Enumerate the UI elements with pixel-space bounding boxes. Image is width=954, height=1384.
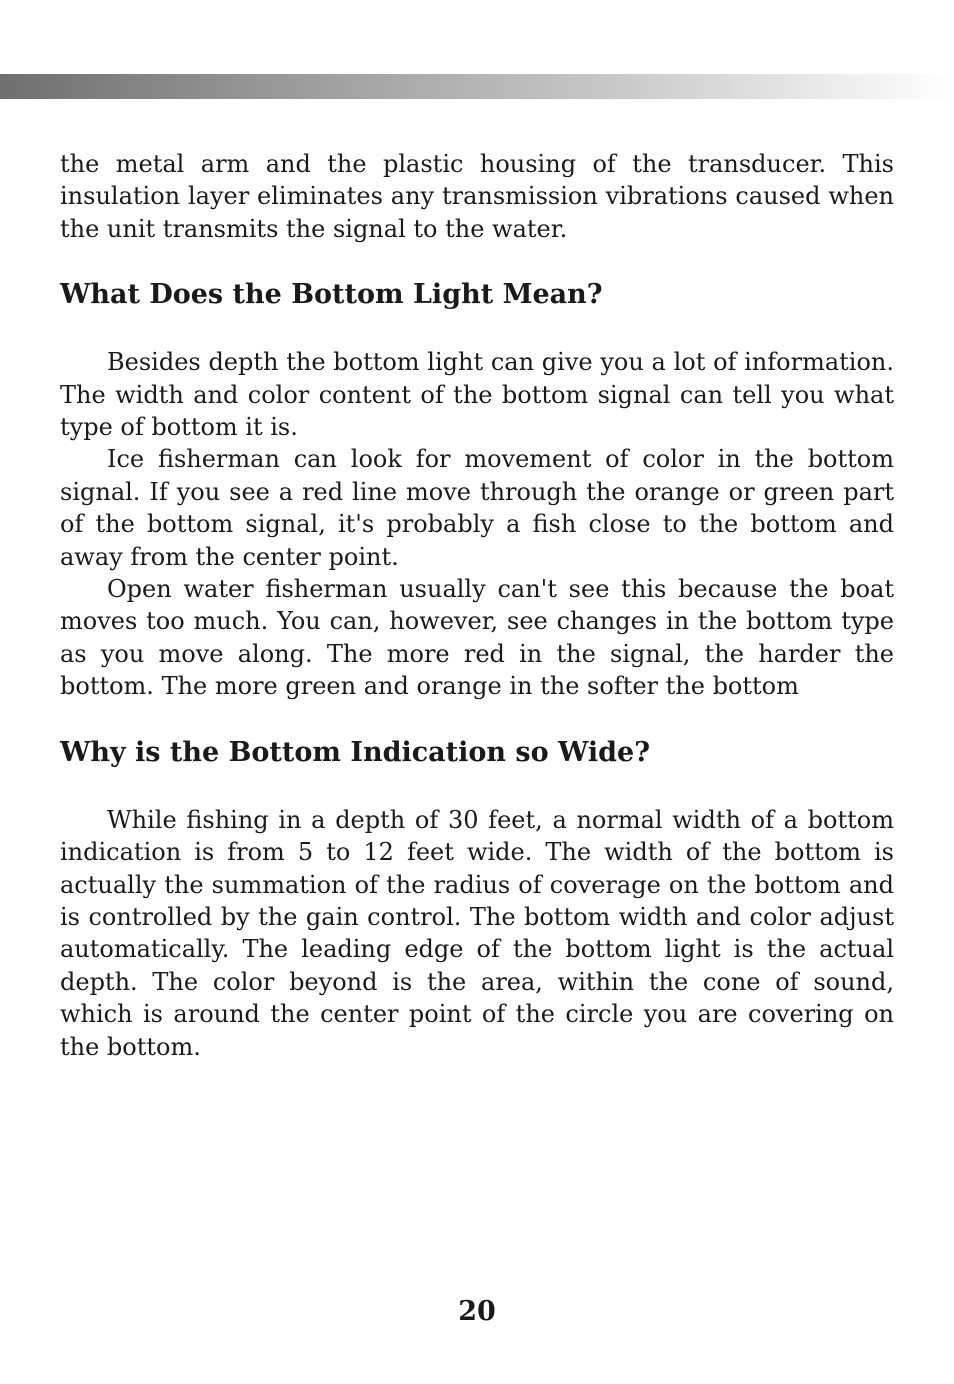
page-number: 20 xyxy=(458,1296,496,1327)
section-heading-bottom-light: What Does the Bottom Light Mean? xyxy=(60,279,603,311)
header-gradient-bar xyxy=(0,74,954,99)
section-heading-bottom-indication: Why is the Bottom Indication so Wide? xyxy=(60,736,651,768)
paragraph: Open water fisherman usually can't see this because the boat moves too much. You can, however, see changes in the bottom type as you move along. The more red in the signal, the harder the bottom. The more green and orange in the softer the bottom xyxy=(60,575,894,701)
paragraph: Besides depth the bottom light can give you a lot of information. The width and color content of the bottom signal can tell you what type of bottom it is. xyxy=(60,348,894,442)
paragraph: While fishing in a depth of 30 feet, a normal width of a bottom indication is from 5 to 12 feet wide. The width of the bottom is actually the summation of the radius of coverage on the bottom and is controlled by the gain control. The bottom width and color adjust automatically. The leading edge of the bottom light is the actual depth. The color beyond is the area, within the cone of sound, which is around the center point of the circle you are covering on the bottom. xyxy=(60,805,894,1061)
intro-paragraph: the metal arm and the plastic housing of the transducer. This insulation layer eliminates any transmission vibrations caused when the unit transmits the signal to the water. xyxy=(60,150,894,243)
page-content xyxy=(60,148,894,1063)
paragraph: Ice fisherman can look for movement of color in the bottom signal. If you see a red line move through the orange or green part of the bottom signal, it's probably a fish close to the bottom and away from the center point. xyxy=(60,445,894,571)
